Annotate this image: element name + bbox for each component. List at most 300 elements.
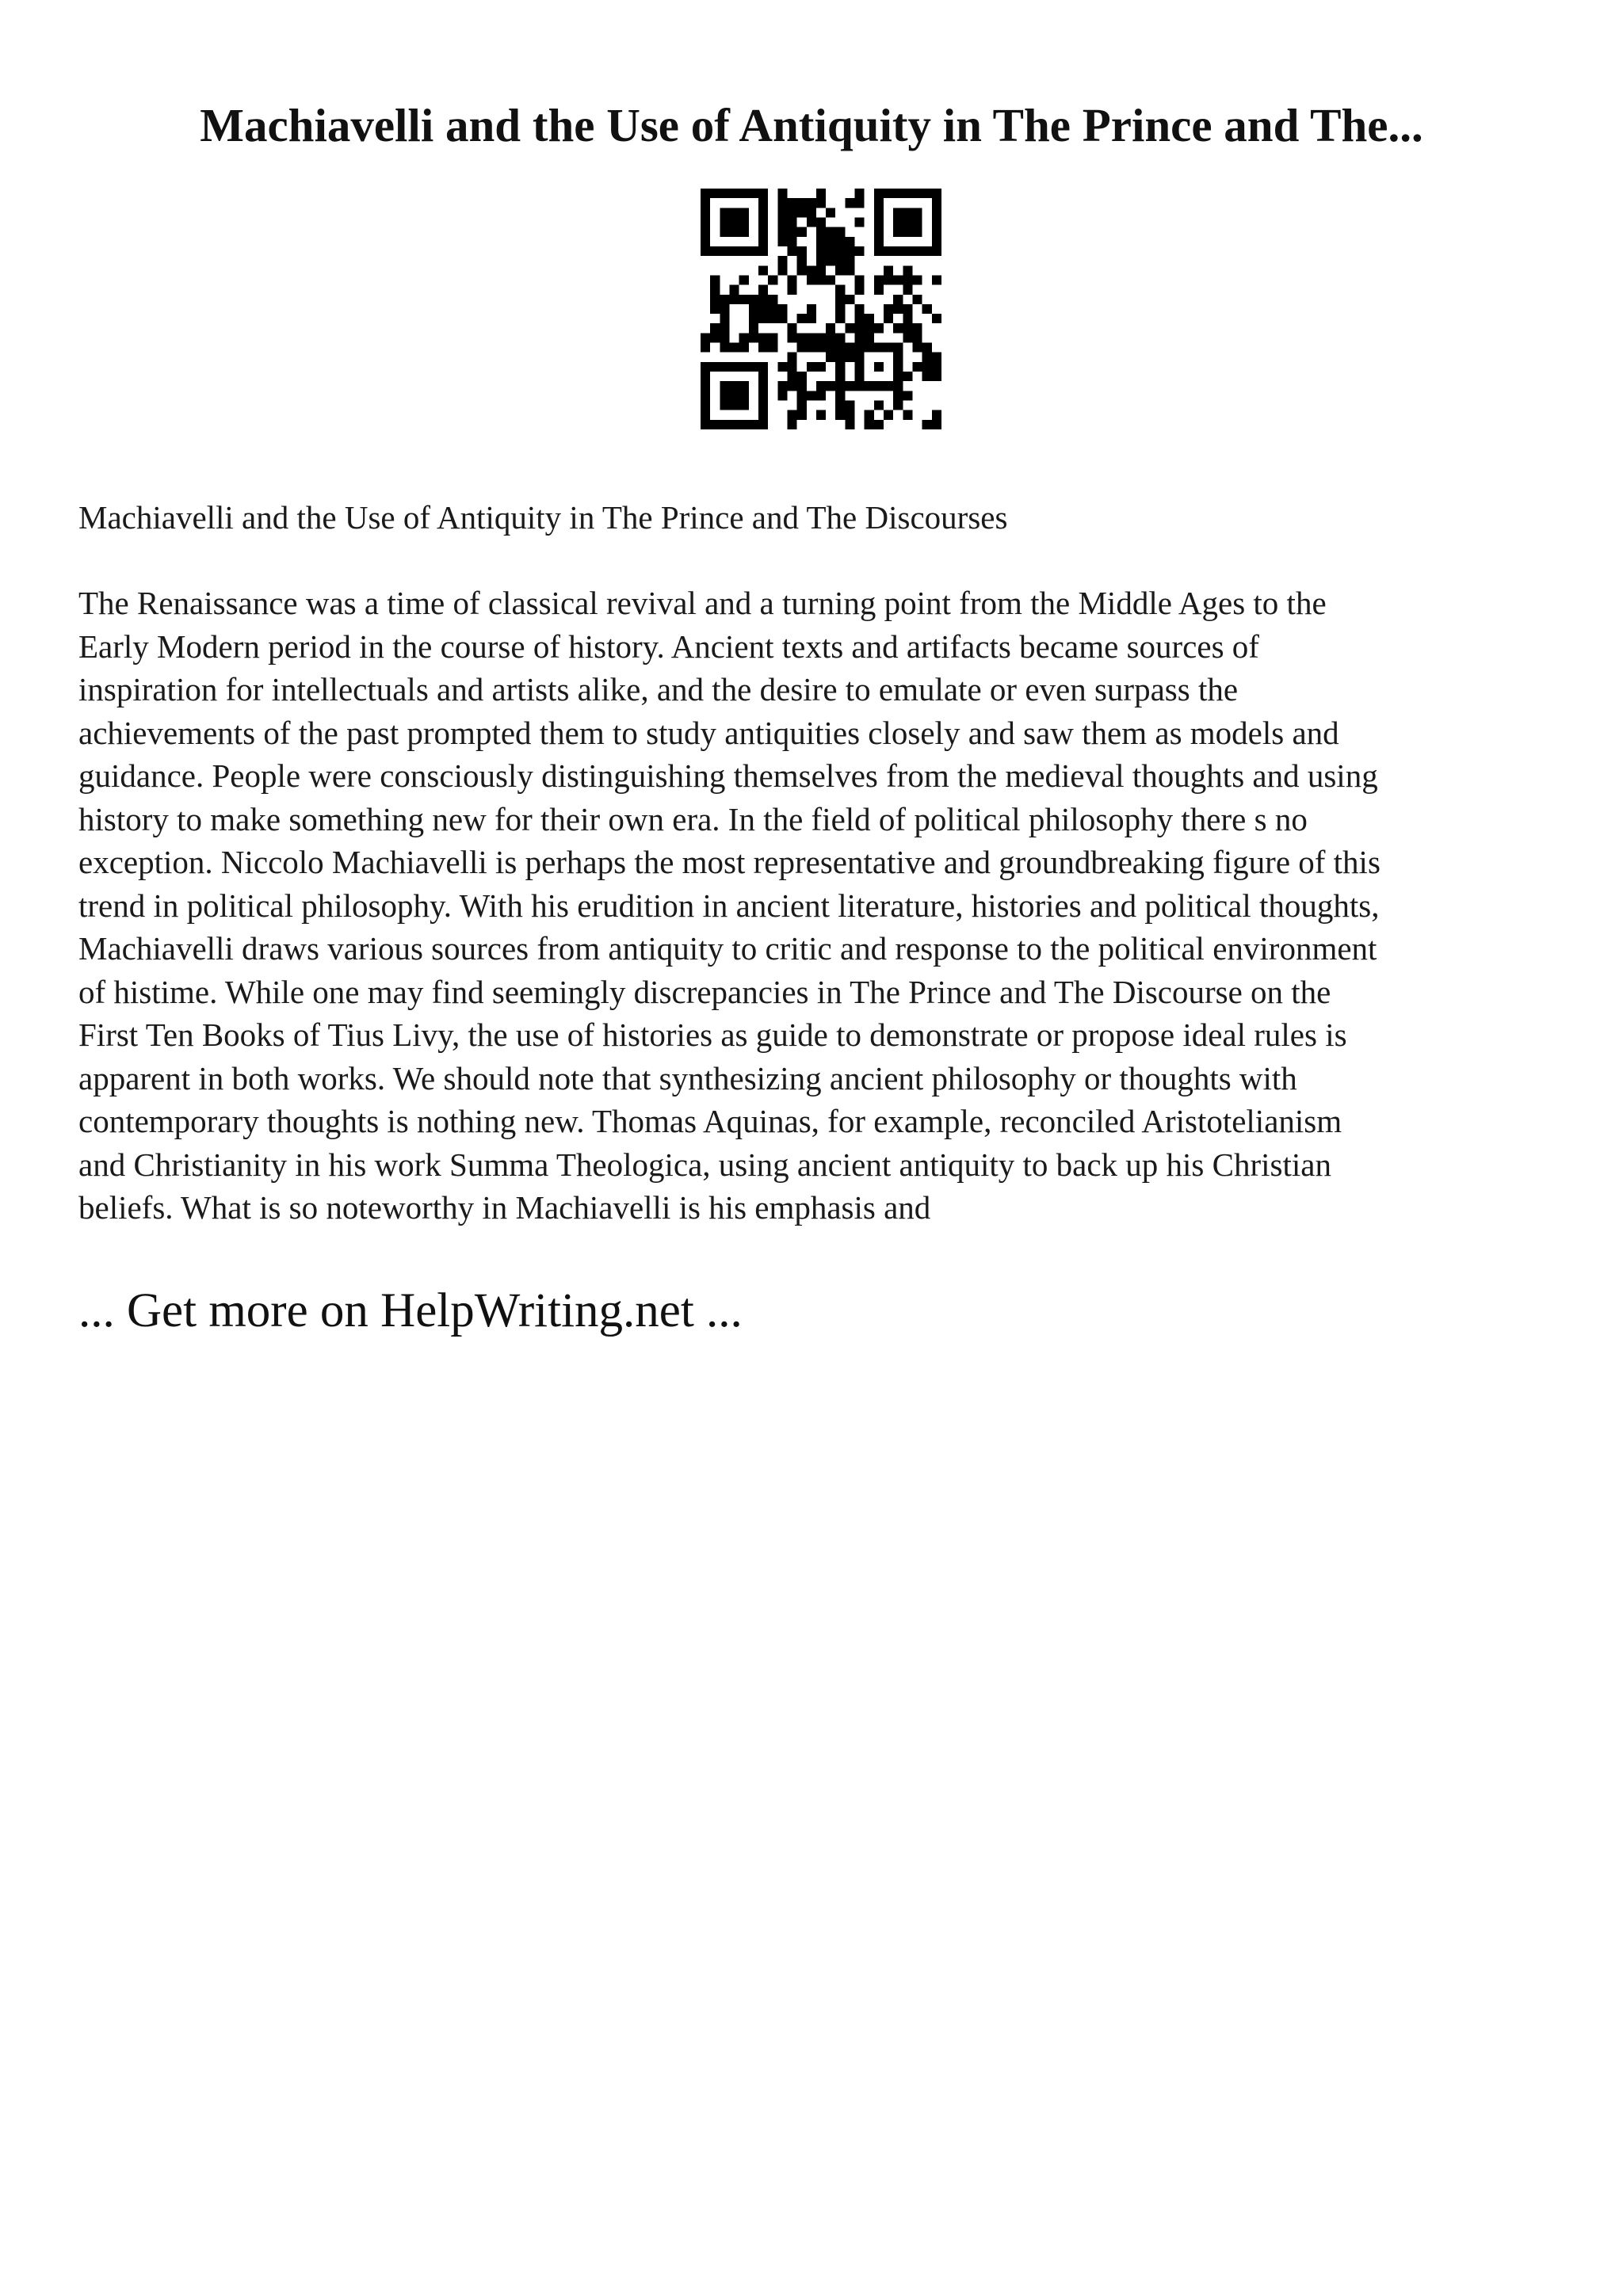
qr-module	[874, 420, 884, 429]
qr-module	[710, 246, 720, 256]
qr-module	[777, 314, 787, 323]
qr-module	[710, 323, 720, 333]
qr-module	[835, 265, 845, 275]
qr-module	[777, 217, 787, 227]
qr-module	[787, 333, 796, 342]
qr-module	[787, 198, 796, 208]
body-line: achievements of the past prompted them to study antiquities closely and saw them as models and	[78, 714, 1339, 751]
qr-module	[720, 381, 729, 391]
qr-module	[826, 323, 835, 333]
qr-module	[777, 362, 787, 372]
qr-module	[855, 246, 865, 256]
qr-module	[835, 391, 845, 400]
body-line: of histime. While one may find seemingly discrepancies in The Prince and The Discourse on the	[78, 973, 1331, 1010]
qr-module	[720, 304, 729, 314]
qr-module	[758, 420, 768, 429]
qr-module	[903, 227, 912, 237]
qr-module	[749, 246, 758, 256]
qr-module	[855, 333, 865, 342]
qr-module	[816, 237, 826, 246]
qr-module	[729, 381, 739, 391]
qr-module	[903, 391, 912, 400]
qr-module	[758, 391, 768, 400]
qr-module	[835, 353, 845, 362]
qr-module	[893, 323, 903, 333]
qr-module	[701, 391, 710, 400]
qr-module	[816, 333, 826, 342]
qr-module	[758, 401, 768, 410]
qr-module	[922, 343, 932, 353]
qr-module	[816, 275, 826, 284]
qr-module	[884, 189, 893, 198]
qr-module	[787, 323, 796, 333]
qr-module	[816, 265, 826, 275]
qr-module	[884, 265, 893, 275]
body-line: First Ten Books of Tius Livy, the use of histories as guide to demonstrate or propose ideal rules is	[78, 1016, 1347, 1053]
qr-module	[835, 333, 845, 342]
qr-module	[787, 237, 796, 246]
qr-module	[903, 285, 912, 295]
qr-module	[845, 381, 854, 391]
qr-module	[729, 343, 739, 353]
qr-module	[758, 285, 768, 295]
qr-module	[787, 227, 796, 237]
qr-module	[787, 420, 796, 429]
qr-module	[826, 256, 835, 265]
qr-module	[816, 246, 826, 256]
qr-module	[932, 420, 941, 429]
body-line: exception. Niccolo Machiavelli is perhaps the most representative and groundbreaking figure of this	[78, 844, 1381, 880]
qr-module	[874, 362, 884, 372]
qr-module	[855, 323, 865, 333]
qr-module	[826, 208, 835, 217]
qr-module	[855, 198, 865, 208]
qr-module	[865, 410, 874, 420]
qr-module	[922, 420, 932, 429]
qr-module	[720, 189, 729, 198]
qr-module	[816, 256, 826, 265]
qr-module	[777, 237, 787, 246]
qr-module	[826, 343, 835, 353]
qr-module	[777, 208, 787, 217]
qr-module	[749, 323, 758, 333]
qr-module	[922, 353, 932, 362]
qr-module	[874, 208, 884, 217]
qr-module	[729, 189, 739, 198]
qr-module	[807, 198, 816, 208]
qr-module	[777, 304, 787, 314]
qr-module	[884, 246, 893, 256]
qr-module	[701, 237, 710, 246]
qr-module	[884, 275, 893, 284]
qr-module	[729, 227, 739, 237]
qr-module	[903, 323, 912, 333]
qr-module	[874, 323, 884, 333]
qr-module	[787, 362, 796, 372]
qr-module	[729, 217, 739, 227]
qr-module	[720, 333, 729, 342]
qr-module	[855, 314, 865, 323]
qr-module	[739, 401, 749, 410]
qr-module	[835, 362, 845, 372]
qr-module	[739, 275, 749, 284]
qr-module	[701, 401, 710, 410]
qr-module	[729, 295, 739, 304]
qr-module	[845, 256, 854, 265]
qr-module	[855, 372, 865, 381]
body-line: inspiration for intellectuals and artists alike, and the desire to emulate or even surpass the	[78, 671, 1239, 707]
qr-module	[884, 304, 893, 314]
qr-module	[893, 295, 903, 304]
body-line: apparent in both works. We should note that synthesizing ancient philosophy or thoughts with	[78, 1059, 1297, 1097]
qr-module	[874, 343, 884, 353]
qr-module	[768, 304, 777, 314]
qr-module	[797, 227, 807, 237]
qr-module	[758, 295, 768, 304]
qr-module	[739, 246, 749, 256]
body-line: The Renaissance was a time of classical revival and a turning point from the Middle Ages to the	[78, 585, 1327, 621]
qr-module	[865, 343, 874, 353]
qr-module	[797, 256, 807, 265]
qr-module	[797, 208, 807, 217]
qr-module	[913, 362, 922, 372]
qr-module	[855, 189, 865, 198]
qr-module	[874, 401, 884, 410]
qr-module	[932, 208, 941, 217]
qr-module	[903, 333, 912, 342]
qr-module	[797, 343, 807, 353]
qr-module	[932, 410, 941, 420]
qr-module	[855, 353, 865, 362]
qr-module	[826, 246, 835, 256]
qr-module	[729, 208, 739, 217]
qr-module	[797, 381, 807, 391]
qr-module	[835, 304, 845, 314]
qr-module	[787, 353, 796, 362]
qr-module	[777, 391, 787, 400]
qr-module	[922, 362, 932, 372]
qr-module	[797, 246, 807, 256]
qr-module	[729, 401, 739, 410]
qr-module	[913, 323, 922, 333]
qr-module	[807, 391, 816, 400]
qr-module	[932, 246, 941, 256]
qr-module	[720, 217, 729, 227]
qr-module	[701, 362, 710, 372]
qr-module	[758, 314, 768, 323]
qr-module	[797, 314, 807, 323]
qr-module	[807, 304, 816, 314]
qr-module	[835, 256, 845, 265]
qr-module	[758, 198, 768, 208]
qr-module	[739, 391, 749, 400]
body-line: Early Modern period in the course of history. Ancient texts and artifacts became sources of	[78, 627, 1259, 665]
body-line: and Christianity in his work Summa Theologica, using ancient antiquity to back up his Christian	[78, 1146, 1331, 1183]
qr-module	[758, 246, 768, 256]
qr-module	[874, 189, 884, 198]
qr-module	[777, 227, 787, 237]
get-more-link[interactable]: ... Get more on HelpWriting.net ...	[78, 1284, 743, 1337]
qr-module	[749, 295, 758, 304]
qr-module	[932, 275, 941, 284]
qr-module	[701, 333, 710, 342]
qr-module	[758, 227, 768, 237]
qr-module	[855, 343, 865, 353]
qr-code-icon	[701, 189, 941, 429]
qr-module	[913, 217, 922, 227]
qr-module	[865, 314, 874, 323]
qr-module	[787, 381, 796, 391]
qr-module	[710, 189, 720, 198]
qr-module	[903, 304, 912, 314]
qr-module	[835, 343, 845, 353]
qr-module	[893, 343, 903, 353]
qr-module	[816, 410, 826, 420]
qr-module	[826, 333, 835, 342]
qr-module	[893, 372, 903, 381]
qr-module	[932, 237, 941, 246]
qr-module	[710, 275, 720, 284]
qr-module	[729, 362, 739, 372]
qr-module	[903, 275, 912, 284]
qr-module	[932, 217, 941, 227]
qr-module	[729, 285, 739, 295]
qr-module	[816, 362, 826, 372]
qr-module	[835, 295, 845, 304]
qr-module	[913, 333, 922, 342]
qr-module	[787, 275, 796, 284]
qr-module	[807, 275, 816, 284]
qr-module	[835, 372, 845, 381]
qr-module	[913, 295, 922, 304]
qr-module	[913, 227, 922, 237]
qr-module	[720, 227, 729, 237]
qr-module	[720, 420, 729, 429]
qr-module	[787, 410, 796, 420]
qr-module	[720, 314, 729, 323]
qr-module	[807, 265, 816, 275]
qr-module	[816, 391, 826, 400]
qr-module	[874, 217, 884, 227]
qr-module	[816, 343, 826, 353]
qr-module	[835, 381, 845, 391]
body-line: beliefs. What is so noteworthy in Machiavelli is his emphasis and	[78, 1189, 931, 1226]
qr-module	[710, 420, 720, 429]
qr-module	[845, 237, 854, 246]
qr-module	[835, 227, 845, 237]
qr-module	[845, 401, 854, 410]
qr-module	[932, 372, 941, 381]
qr-module	[797, 265, 807, 275]
qr-module	[710, 285, 720, 295]
qr-module	[893, 227, 903, 237]
qr-module	[807, 314, 816, 323]
qr-module	[749, 333, 758, 342]
qr-module	[865, 420, 874, 429]
qr-module	[932, 353, 941, 362]
qr-module	[720, 401, 729, 410]
qr-module	[729, 420, 739, 429]
qr-module	[777, 265, 787, 275]
qr-module	[835, 410, 845, 420]
qr-module	[835, 401, 845, 410]
qr-module	[845, 246, 854, 256]
qr-module	[893, 275, 903, 284]
qr-module	[758, 343, 768, 353]
qr-module	[826, 227, 835, 237]
qr-module	[845, 420, 854, 429]
qr-module	[816, 381, 826, 391]
qr-module	[855, 304, 865, 314]
qr-module	[797, 198, 807, 208]
qr-module	[787, 372, 796, 381]
qr-module	[903, 314, 912, 323]
qr-module	[865, 333, 874, 342]
qr-module	[787, 217, 796, 227]
qr-module	[913, 275, 922, 284]
qr-module	[845, 410, 854, 420]
qr-module	[807, 333, 816, 342]
qr-module	[884, 343, 893, 353]
qr-module	[749, 314, 758, 323]
qr-module	[701, 410, 710, 420]
qr-module	[874, 381, 884, 391]
qr-module	[903, 246, 912, 256]
qr-module	[903, 410, 912, 420]
qr-module	[893, 304, 903, 314]
qr-module	[903, 372, 912, 381]
qr-module	[720, 362, 729, 372]
qr-module	[845, 343, 854, 353]
qr-module	[749, 304, 758, 314]
qr-module	[758, 265, 768, 275]
qr-module	[739, 208, 749, 217]
qr-module	[768, 333, 777, 342]
qr-module	[701, 217, 710, 227]
qr-module	[893, 391, 903, 400]
qr-module	[777, 198, 787, 208]
qr-module	[835, 314, 845, 323]
qr-module	[720, 343, 729, 353]
qr-module	[913, 189, 922, 198]
qr-module	[807, 208, 816, 217]
qr-module	[749, 362, 758, 372]
qr-module	[913, 208, 922, 217]
qr-module	[758, 333, 768, 342]
qr-module	[835, 285, 845, 295]
qr-module	[710, 333, 720, 342]
qr-module	[922, 246, 932, 256]
qr-module	[922, 189, 932, 198]
qr-module	[816, 217, 826, 227]
qr-module	[787, 285, 796, 295]
qr-module	[701, 208, 710, 217]
qr-module	[884, 381, 893, 391]
qr-module	[893, 217, 903, 227]
qr-module	[874, 275, 884, 284]
qr-module	[758, 304, 768, 314]
qr-module	[739, 343, 749, 353]
qr-module	[826, 353, 835, 362]
qr-module	[826, 237, 835, 246]
qr-module	[797, 333, 807, 342]
qr-module	[826, 275, 835, 284]
qr-module	[855, 275, 865, 284]
qr-module	[816, 227, 826, 237]
qr-module	[701, 420, 710, 429]
qr-module	[845, 295, 854, 304]
qr-module	[913, 246, 922, 256]
qr-module	[845, 353, 854, 362]
qr-module	[720, 391, 729, 400]
qr-module	[739, 333, 749, 342]
qr-module	[893, 401, 903, 410]
qr-module	[739, 381, 749, 391]
qr-module	[710, 362, 720, 372]
qr-module	[932, 314, 941, 323]
qr-module	[758, 362, 768, 372]
qr-module	[932, 198, 941, 208]
qr-module	[855, 285, 865, 295]
body-line: trend in political philosophy. With his erudition in ancient literature, histories and political thoughts,	[78, 887, 1380, 924]
qr-module	[893, 362, 903, 372]
qr-module	[701, 198, 710, 208]
qr-module	[922, 372, 932, 381]
qr-module	[720, 295, 729, 304]
qr-module	[932, 227, 941, 237]
qr-module	[903, 265, 912, 275]
qr-module	[893, 381, 903, 391]
qr-module	[701, 343, 710, 353]
qr-module	[758, 381, 768, 391]
qr-module	[758, 189, 768, 198]
qr-module	[807, 217, 816, 227]
qr-module	[758, 237, 768, 246]
qr-module	[768, 343, 777, 353]
body-line: Machiavelli draws various sources from antiquity to critic and response to the political environment	[78, 930, 1377, 967]
qr-module	[701, 246, 710, 256]
body-paragraph	[78, 582, 1560, 1230]
qr-module	[855, 362, 865, 372]
qr-module	[739, 217, 749, 227]
qr-module	[893, 208, 903, 217]
qr-code-graphic	[701, 189, 941, 429]
qr-module	[720, 246, 729, 256]
qr-module	[816, 198, 826, 208]
qr-module	[739, 227, 749, 237]
qr-module	[874, 237, 884, 246]
qr-module	[720, 323, 729, 333]
qr-module	[777, 189, 787, 198]
document-title: Machiavelli and the Use of Antiquity in The Prince and The...	[200, 99, 1423, 151]
qr-module	[710, 295, 720, 304]
qr-module	[749, 189, 758, 198]
qr-module	[932, 362, 941, 372]
qr-module	[865, 381, 874, 391]
qr-module	[835, 237, 845, 246]
qr-module	[893, 353, 903, 362]
qr-module	[729, 246, 739, 256]
qr-module	[720, 208, 729, 217]
qr-module	[777, 381, 787, 391]
qr-module	[758, 372, 768, 381]
qr-module	[739, 362, 749, 372]
qr-module	[797, 401, 807, 410]
qr-module	[739, 189, 749, 198]
qr-module	[903, 217, 912, 227]
qr-module	[758, 208, 768, 217]
qr-module	[768, 275, 777, 284]
